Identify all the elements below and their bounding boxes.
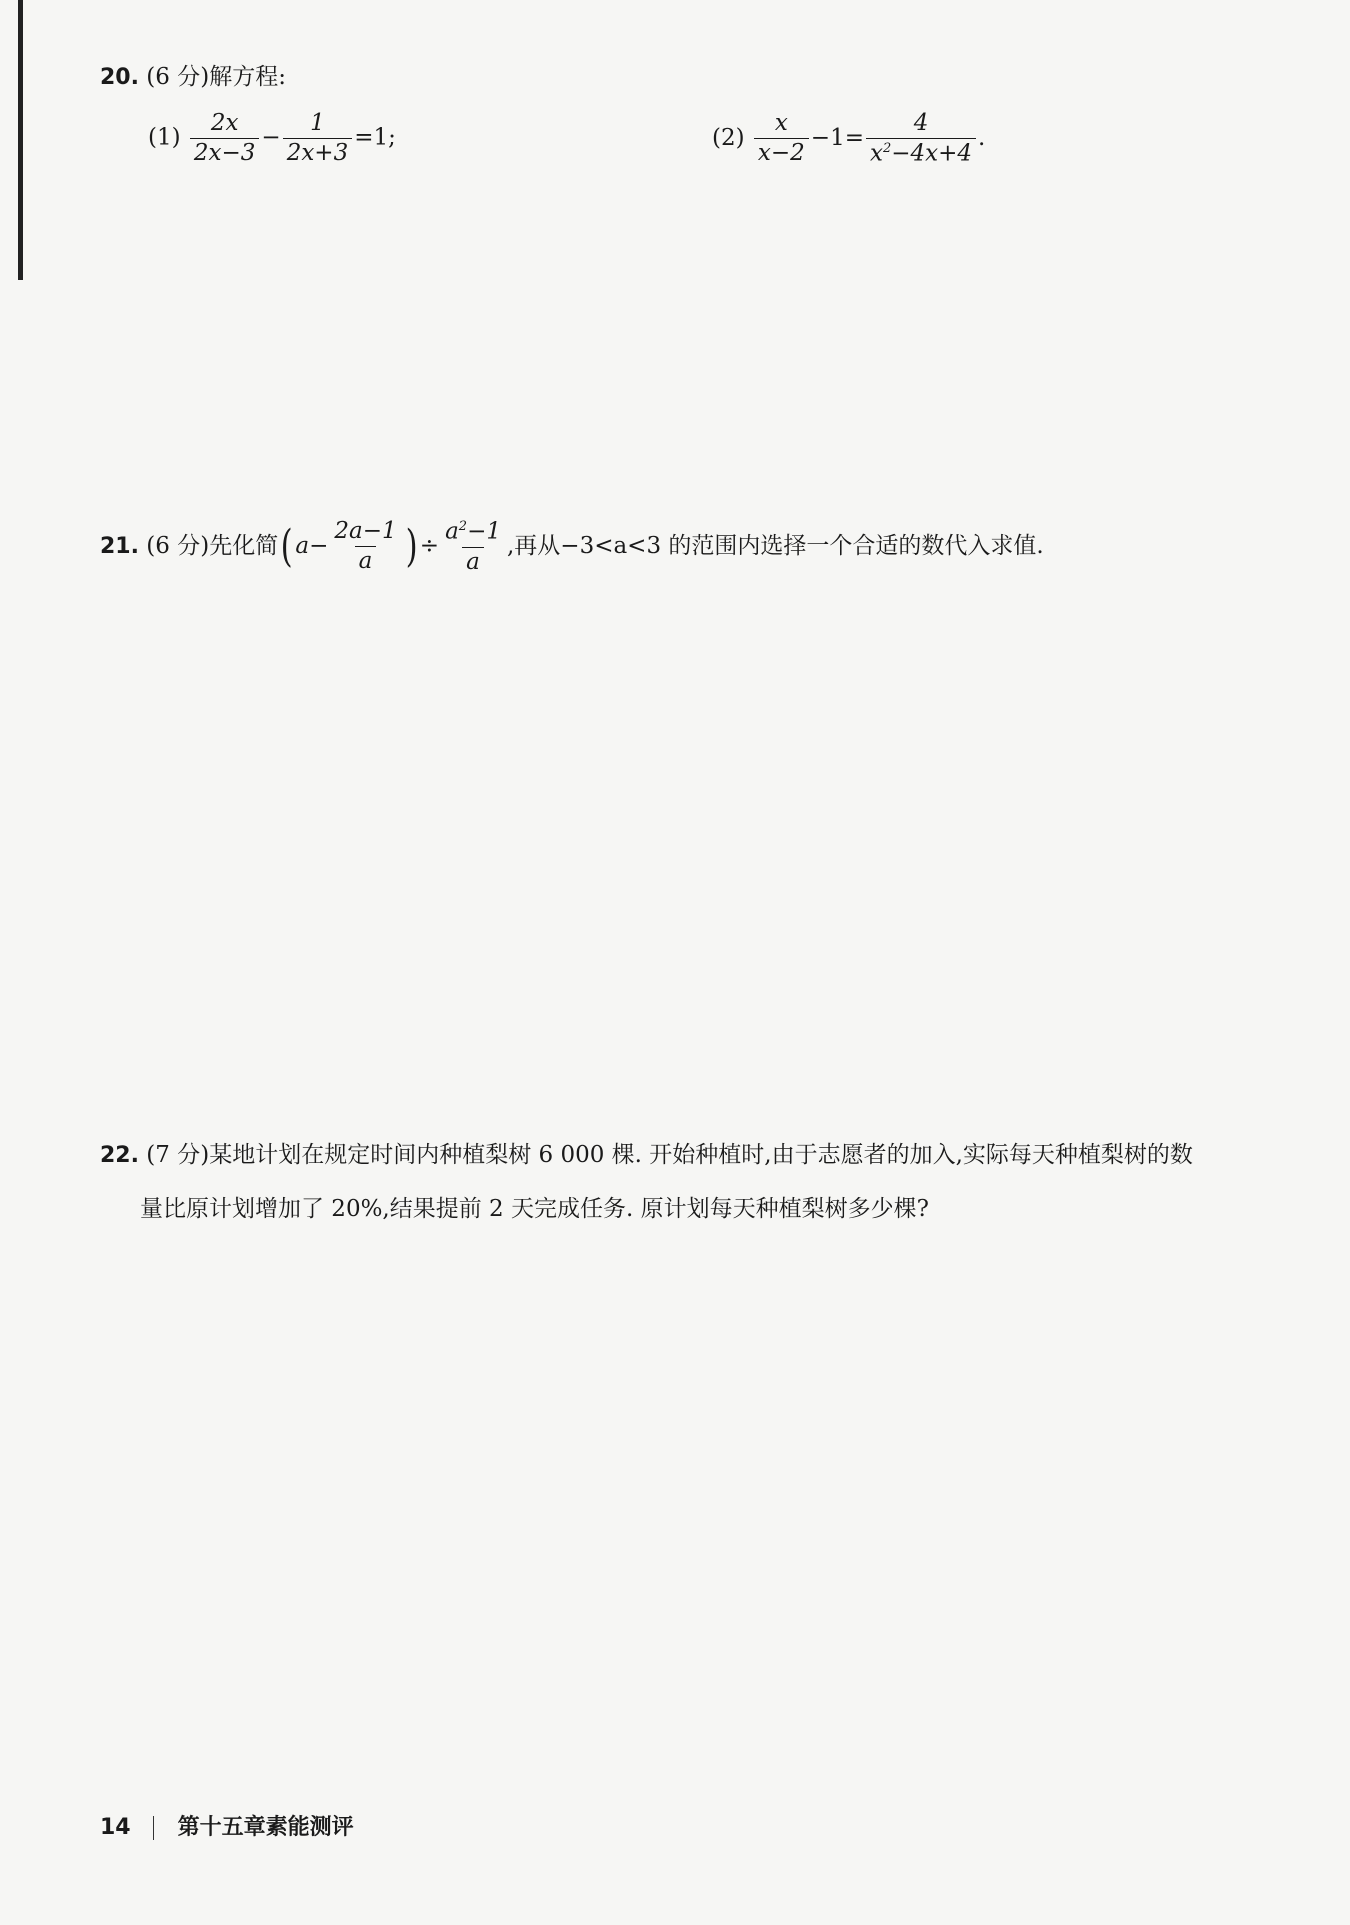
question-21: 21. (6 分)先化简( a− $\frac{2a-1}{a}$ ) ÷ $\frac{a^2-1}{a}$ ,再从−3<a<3 的范围内选择一个合适的数代入求值. — [100, 518, 1044, 575]
question-20-part-2: (2) $\frac{x}{x-2}$ −1= $\frac{4}{x^2-4x+4}$ . — [712, 110, 986, 167]
question-22 — [100, 1144, 1193, 1167]
binding-margin-bar — [18, 0, 23, 280]
fraction: $\frac{x}{x-2}$ — [754, 112, 809, 165]
fraction: $\frac{1}{2x+3}$ — [283, 112, 353, 165]
question-score: (6 分)先化简 — [146, 532, 279, 559]
question-number: 22. — [100, 1143, 139, 1168]
footer-divider — [153, 1816, 154, 1840]
question-number: 20. — [100, 65, 139, 90]
fraction: $\frac{2x}{2x-3}$ — [190, 112, 260, 165]
chapter-title: 第十五章素能测评 — [177, 1815, 354, 1840]
question-20-header — [100, 66, 286, 89]
question-20-part-1: (1) $\frac{2x}{2x-3}$ − $\frac{1}{2x+3}$ =1; — [148, 110, 396, 166]
part-label: (1) — [148, 124, 181, 151]
fraction: $\frac{a^2-1}{a}$ — [445, 518, 501, 575]
page-footer — [100, 1810, 354, 1841]
question-text-line-1: (7 分)某地计划在规定时间内种植梨树 6 000 棵. 开始种植时,由于志愿者的加入,实际每天种植梨树的数 — [146, 1142, 1193, 1168]
question-number: 21. — [100, 533, 139, 559]
question-score: (6 分)解方程: — [146, 64, 286, 90]
page-number: 14 — [100, 1815, 131, 1840]
fraction: $\frac{2a-1}{a}$ — [334, 518, 397, 575]
question-22-line-2: 量比原计划增加了 20%,结果提前 2 天完成任务. 原计划每天种植梨树多少棵? — [140, 1196, 929, 1222]
question-text: ,再从−3<a<3 的范围内选择一个合适的数代入求值. — [506, 532, 1044, 559]
part-label: (2) — [712, 124, 745, 151]
fraction: $\frac{4}{x^2-4x+4}$ — [866, 112, 976, 166]
